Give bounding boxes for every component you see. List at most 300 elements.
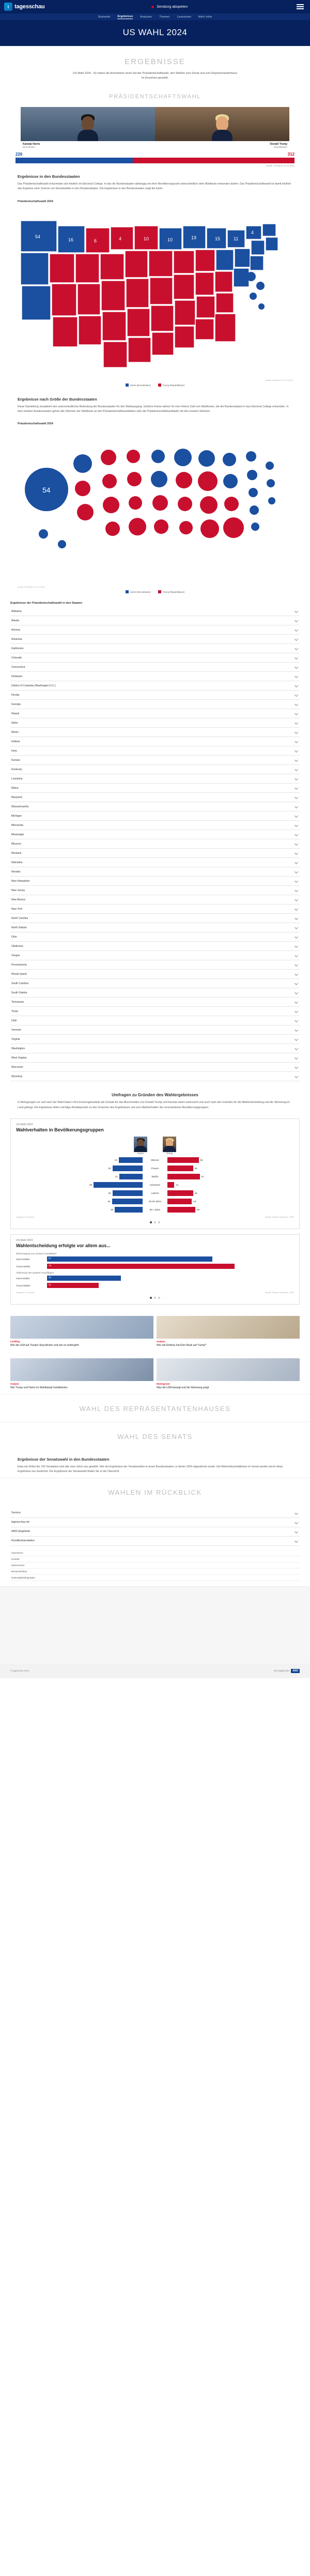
state-name: Georgia [11,702,21,706]
related-link-3[interactable] [10,1358,153,1390]
state-accordion-row[interactable] [10,746,300,756]
svg-text:15: 15 [215,236,221,241]
state-name: North Carolina [11,916,28,920]
state-name: Mississippi [11,833,24,836]
chevron-down-icon [295,637,299,641]
related-links-row-2 [0,1352,310,1394]
motivation-row [16,1282,294,1289]
motivation-group-title: Überzeugung von meinem Kandidaten [16,1252,57,1255]
motivation-track [47,1276,294,1281]
state-name: Florida [11,693,20,697]
footer-bottom [0,1664,310,1678]
state-accordion-row[interactable] [10,1063,300,1072]
chevron-down-icon [295,926,299,929]
ard-box: ARD [291,1669,300,1673]
chevron-down-icon [295,805,299,808]
chevron-down-icon [295,963,299,967]
chevron-down-icon [295,628,299,632]
card1-note: Angaben in Prozent [16,1216,35,1219]
card1-source: Quelle: Edison Research / NEP [265,1216,294,1219]
footer-links [0,1548,310,1586]
related-link-2[interactable] [157,1316,300,1348]
state-accordion-row[interactable] [10,784,300,793]
footer-accordion-row[interactable] [10,1537,300,1546]
chevron-down-icon [295,879,299,883]
voter-group-row [16,1206,294,1213]
top-bar [0,0,310,13]
ard-logo [274,1669,300,1673]
motivation-value: 67 [49,1257,51,1260]
footer-link[interactable]: Kontakt [10,1556,300,1562]
state-accordion-row[interactable] [10,867,300,877]
chevron-down-icon [295,814,299,818]
state-name: Tennessee [11,1000,24,1004]
motivation-row [16,1263,294,1269]
motivation-track [47,1264,294,1269]
group-label: Männer [151,1159,159,1162]
motivation-track [47,1283,294,1288]
copyright: © tagesschau 2024 [10,1669,29,1673]
motivation-bar [47,1276,121,1281]
card1-title: Wahlverhalten in Bevölkerungsgruppen [16,1127,104,1133]
map2-source: Quelle: AP/Stand: 11.12.2024 [18,586,45,589]
footer-accordion-label: ARD-Angebote [11,1530,30,1534]
map2-heading: Ergebnisse nach Größe der Bundesstaaten [18,396,97,402]
chevron-down-icon [295,1521,299,1524]
state-accordion-row[interactable] [10,681,300,691]
related-title: Wie Trump und Harris im Wahlkampf mobilisierten [10,1386,68,1389]
group-label: 18-29 Jahre [148,1200,162,1203]
chevron-down-icon [295,842,299,846]
state-name: South Dakota [11,991,27,994]
footer-accordion-row[interactable] [10,1509,300,1518]
chevron-down-icon [295,795,299,799]
state-name: Oregon [11,954,20,957]
chevron-down-icon [295,619,299,622]
trump-bar [167,1190,193,1196]
presidency-heading: PRÄSIDENTSCHAFTSWAHL [109,93,201,100]
state-accordion-row[interactable] [10,663,300,672]
state-accordion-row[interactable] [10,988,300,998]
state-name: Maine [11,786,19,790]
electoral-bar-wrap [0,150,310,167]
state-accordion-row[interactable] [10,821,300,830]
harris-value: 49 [110,1208,114,1212]
candidate-party: Republikaner [274,145,287,148]
state-accordion-row[interactable] [10,737,300,746]
live-player-button[interactable] [151,5,188,9]
state-name: Maryland [11,795,22,799]
state-name: New Jersey [11,888,25,892]
logo-icon: t [4,3,12,11]
state-accordion-row[interactable] [10,765,300,774]
results-banner-text: US-Wahl 2024 - So haben die Amerikaner·innen bei der Präsidentschaftswahl, den Wahlen zum Senat und zum Repräsentantenhaus im Einzelnen gewählt. [72,72,238,80]
menu-button[interactable] [295,2,306,11]
map1-source: Quelle: AP/Stand: 11.12.2024 [265,378,292,381]
svg-text:4: 4 [119,236,122,241]
state-accordion-row[interactable] [10,858,300,867]
harris-value: 54 [107,1200,111,1203]
state-accordion-row[interactable] [10,1007,300,1016]
voter-group-row [16,1173,294,1180]
card1-bars [16,1157,294,1213]
state-name: Rhode Island [11,972,27,976]
state-accordion-row[interactable] [10,1072,300,1081]
motivation-value: 30 [49,1276,51,1279]
state-accordion-row[interactable] [10,802,300,811]
section-nav [0,13,310,20]
state-name: Indiana [11,740,20,743]
chevron-down-icon [295,786,299,790]
state-name: Illinois [11,730,19,734]
card2-bars [16,1252,294,1289]
svg-text:16: 16 [68,237,74,242]
state-accordion-row[interactable] [10,849,300,858]
live-label: Sendung abspielen [157,5,188,9]
state-name: Massachusetts [11,805,29,808]
chevron-down-icon [295,609,299,613]
state-accordion-row[interactable] [10,653,300,663]
card2-title: Wahlentscheidung erfolgte vor allem aus... [16,1243,111,1249]
footer-accordion [0,1506,310,1548]
chevron-down-icon [295,647,299,650]
results-banner [0,46,310,88]
brand-name: tagesschau [14,4,45,10]
related-thumb [157,1316,300,1339]
voter-group-row [16,1182,294,1188]
state-name: Utah [11,1019,17,1022]
chevron-down-icon [295,916,299,920]
voter-group-row [16,1157,294,1163]
card2-carousel-dots[interactable] [16,1294,294,1299]
state-name: Alaska [11,619,20,622]
states-accordion [0,607,310,1081]
page-title: US WAHL 2024 [122,27,188,37]
harris-value: 86 [89,1184,92,1187]
svg-text:10: 10 [144,236,149,241]
nav-item-themen[interactable]: Themen [159,15,170,19]
harris-bar [112,1199,143,1204]
map1-container[interactable] [0,204,310,378]
chevron-down-icon [295,1056,299,1060]
state-accordion-row[interactable] [10,756,300,765]
nav-item-startseite[interactable]: Startseite [98,15,111,19]
states-section-heading: Ergebnisse der Präsidentschaftswahl in den Staaten [10,602,83,605]
state-accordion-row[interactable] [10,960,300,970]
map2-sublabel: Präsidentschaftswahl 2024 [18,422,53,426]
card2-kicker: US-Wahl 2024 [16,1239,33,1243]
motivation-row [16,1275,294,1281]
electoral-numbers [16,151,295,158]
state-accordion-row[interactable] [10,914,300,923]
nav-item-analysen[interactable]: Analysen [140,15,152,19]
chevron-down-icon [295,823,299,827]
footer-accordion-row[interactable] [10,1518,300,1527]
state-accordion-row[interactable] [10,625,300,635]
candidate-photo [21,107,155,141]
chevron-down-icon [295,972,299,976]
svg-text:11: 11 [234,236,239,241]
nav-item-mehr-infos[interactable]: Mehr Infos [198,15,212,19]
map1-text-block [0,167,310,195]
state-name: Texas [11,1009,19,1013]
state-accordion-row[interactable] [10,644,300,653]
harris-bar [113,1190,143,1196]
related-title: Wie viel Einfluss hat Elon Musk auf Trump? [157,1344,207,1347]
portrait-illustration [212,113,233,141]
voter-group-row [16,1190,294,1197]
chevron-down-icon [295,702,299,706]
state-accordion-row[interactable] [10,700,300,709]
related-title: Wie die USA auf Trumps Sieg blicken und wie es weitergeht [10,1344,79,1347]
harris-bar [94,1182,143,1188]
state-name: Alabama [11,609,22,613]
state-accordion-row[interactable] [10,1044,300,1053]
chevron-down-icon [295,870,299,873]
state-accordion-row[interactable] [10,811,300,821]
presidency-heading-wrap [0,88,310,104]
chevron-down-icon [295,684,299,687]
motivation-bar [47,1264,235,1269]
motivation-label: Trump-Wähler [16,1284,30,1287]
trump-value: 49 [196,1208,200,1212]
voter-group-row [16,1198,294,1205]
chevron-down-icon [295,1028,299,1032]
motivation-group-title: Ablehnung des anderen Kandidaten [16,1271,54,1275]
motivation-track [47,1256,294,1262]
state-name: Vermont [11,1028,21,1032]
state-accordion-row[interactable] [10,691,300,700]
state-accordion-row[interactable] [10,839,300,849]
footer-accordion-label: Service [11,1511,21,1515]
map2-text: Diese Darstellung visualisiert den unterschiedlichen Bedeutung der Bundesstaaten für den Wahlausgang. Größere Kreise stehen für eine höhere Zahl von Wahlleuten, die der Bundesstaaten in das Electoral College entsenden. In dem meisten Bundesstaaten gehen alle Stimmen der Wahlleute an den Präsidentschaftskandidaten oder die Präsidentschaftskandidatin mit den meisten Stimmen. [18,405,289,413]
electoral-bar [16,158,295,163]
chevron-down-icon [295,1530,299,1534]
card-voter-groups [10,1118,300,1229]
legend-item-trump: Trump (Republikaner) [158,384,185,387]
state-name: Louisiana [11,777,23,780]
chevron-down-icon [295,1511,299,1515]
house-section [0,1394,310,1422]
state-name: North Dakota [11,926,27,929]
chevron-down-icon [295,1075,299,1078]
chevron-down-icon [295,674,299,678]
candidate-trump [155,107,289,150]
state-name: District of Columbia (Washington D.C.) [11,684,56,687]
trump-value: 12 [176,1184,179,1187]
state-accordion-row[interactable] [10,718,300,728]
map1-heading: Ergebnisse in den Bundesstaaten [18,174,80,179]
page-title-bar [0,20,310,46]
footer-link[interactable]: Impressum [10,1550,300,1556]
state-accordion-row[interactable] [10,923,300,932]
state-name: Arizona [11,628,20,632]
trump-bar [167,1157,199,1163]
state-name: Michigan [11,814,22,818]
harris-value: 41 [115,1175,118,1178]
brand[interactable] [4,3,45,11]
house-title: WAHL DES REPRÄSENTANTENHAUSES [79,1405,231,1413]
mini-portrait-trump [163,1137,176,1152]
state-name: Wyoming [11,1075,22,1078]
state-accordion-row[interactable] [10,998,300,1007]
state-name: Kalifornien [11,647,24,650]
chevron-down-icon [295,656,299,660]
chevron-down-icon [295,693,299,697]
related-kicker: Analyse [10,1382,19,1385]
state-name: Missouri [11,842,21,846]
state-accordion-row[interactable] [10,616,300,625]
senate-states-text-block [0,1450,310,1478]
voter-group-row [16,1165,294,1172]
state-name: Minnesota [11,823,24,827]
us-choropleth-map[interactable] [10,205,300,376]
chevron-down-icon [295,712,299,715]
group-label: 65+ Jahre [149,1208,161,1212]
chevron-down-icon [295,740,299,743]
state-accordion-row[interactable] [10,709,300,718]
state-name: Kentucky [11,768,22,771]
group-label: Schwarze [149,1184,161,1187]
state-accordion-row[interactable] [10,932,300,942]
card2-note: Angaben in Prozent [16,1291,35,1294]
group-label: Weiße [151,1175,159,1178]
candidate-photo [155,107,289,141]
state-name: New Mexico [11,898,26,901]
state-accordion-row[interactable] [10,672,300,681]
trump-bar [167,1182,174,1188]
card1-headshots [16,1137,294,1155]
trump-value: 57 [201,1175,204,1178]
surveys-title: Umfragen zu Gründen des Wahlergebnisses [112,1093,198,1098]
trump-value: 45 [194,1192,197,1195]
state-name: New York [11,907,23,911]
senate-section [0,1422,310,1450]
motivation-label: Harris-Wähler [16,1258,30,1261]
state-accordion-row[interactable] [10,793,300,802]
state-name: Nevada [11,870,21,873]
related-link-4[interactable] [157,1358,300,1390]
chevron-down-icon [295,982,299,985]
state-accordion-row[interactable] [10,886,300,895]
chevron-down-icon [295,888,299,892]
chevron-down-icon [295,861,299,864]
related-links-row-1 [0,1310,310,1352]
state-accordion-row[interactable] [10,979,300,988]
trump-bar [167,1166,193,1171]
state-accordion-row[interactable] [10,904,300,914]
footer-link[interactable]: Barrierefreiheit [10,1569,300,1575]
motivation-label: Harris-Wähler [16,1277,30,1280]
related-title: Was die USA bewegt und die Stimmung prägt [157,1386,209,1389]
svg-text:54: 54 [35,234,41,239]
trump-bar [167,1174,200,1179]
live-dot-icon [151,6,154,8]
state-accordion-row[interactable] [10,1053,300,1063]
chevron-down-icon [295,1065,299,1069]
state-accordion-row[interactable] [10,942,300,951]
state-name: Nebraska [11,861,23,864]
svg-text:4: 4 [251,229,254,235]
state-name: Kansas [11,758,20,762]
harris-value: 53 [108,1167,111,1170]
state-accordion-row[interactable] [10,1035,300,1044]
state-accordion-row[interactable] [10,970,300,979]
card1-right-name: Trump [166,1152,173,1155]
chevron-down-icon [295,721,299,725]
svg-text:19: 19 [191,235,197,240]
map2-container[interactable] [0,426,310,585]
chevron-down-icon [295,935,299,939]
motivation-row [16,1256,294,1262]
chevron-down-icon [295,1037,299,1041]
motivation-bar [47,1283,99,1288]
state-name: Arkansas [11,637,22,641]
candidate-row [0,104,310,150]
state-name: Washington [11,1047,25,1050]
nav-item-livestream[interactable]: Livestream [177,15,191,19]
electoral-bar-source: Quelle: AP/Stand: 11.12.2024 [266,164,295,167]
state-accordion-row[interactable] [10,830,300,839]
related-kicker: Hintergrund [157,1382,170,1385]
state-name: South Carolina [11,982,29,985]
state-accordion-row[interactable] [10,774,300,784]
state-accordion-row[interactable] [10,728,300,737]
candidate-harris [21,107,155,150]
burger-line [297,6,304,7]
state-accordion-row[interactable] [10,877,300,886]
state-accordion-row[interactable] [10,1016,300,1025]
footer-link[interactable]: Nutzungsbedingungen [10,1575,300,1581]
trump-bar [167,1207,195,1213]
overview-title: WAHLEN IM RÜCKBLICK [108,1488,202,1496]
state-name: Montana [11,851,22,855]
state-accordion-row[interactable] [10,1025,300,1035]
footer-accordion-label: Rundfunkanstalten [11,1539,35,1543]
chevron-down-icon [295,1539,299,1543]
chevron-down-icon [295,749,299,753]
nav-item-ergebnisse[interactable]: Ergebnisse [117,14,133,18]
state-accordion-row[interactable] [10,607,300,616]
state-name: Idaho [11,721,18,725]
related-link-1[interactable] [10,1316,153,1348]
candidate-name: Donald Trump [270,142,287,146]
footer-link[interactable]: Datenschutz [10,1562,300,1569]
state-name: Pennsylvania [11,963,27,967]
map1-text: Das Präsidentschaftswahl entscheidet sich letztlich im Electoral College. In das die Bundesstaaten abhängig von ihrer Bevölkerungszahl unterschiedlich viele Wahlleute entsenden dürfen. Das Präsidentschaftswahl ist damit letztlich das Ergebnis einer Summe von Einzelwahlen in den Bundesstaaten. Die Ergebnisse in den Bundesstaaten zeigt die Karte. [18,182,291,191]
related-thumb [10,1358,153,1381]
legend-item-trump: Trump (Republikaner) [158,590,185,593]
card1-carousel-dots[interactable] [16,1218,294,1223]
electoral-votes-trump: 312 [287,151,295,157]
motivation-value: 76 [49,1264,51,1267]
group-label: Frauen [151,1167,159,1170]
state-accordion-row[interactable] [10,635,300,644]
state-name: Iowa [11,749,17,753]
state-accordion-row[interactable] [10,895,300,904]
related-kicker: Liveblog [10,1340,20,1343]
state-accordion-row[interactable] [10,951,300,960]
portrait-illustration [78,113,98,141]
svg-text:6: 6 [94,238,97,243]
footer-accordion-row[interactable] [10,1527,300,1537]
card-vote-motivation [10,1234,300,1305]
us-bubble-cartogram[interactable] [10,427,300,582]
state-name: Ohio [11,935,17,939]
chevron-down-icon [295,1047,299,1050]
harris-bar [119,1174,143,1179]
ard-label: Ein Angebot der [274,1669,290,1673]
